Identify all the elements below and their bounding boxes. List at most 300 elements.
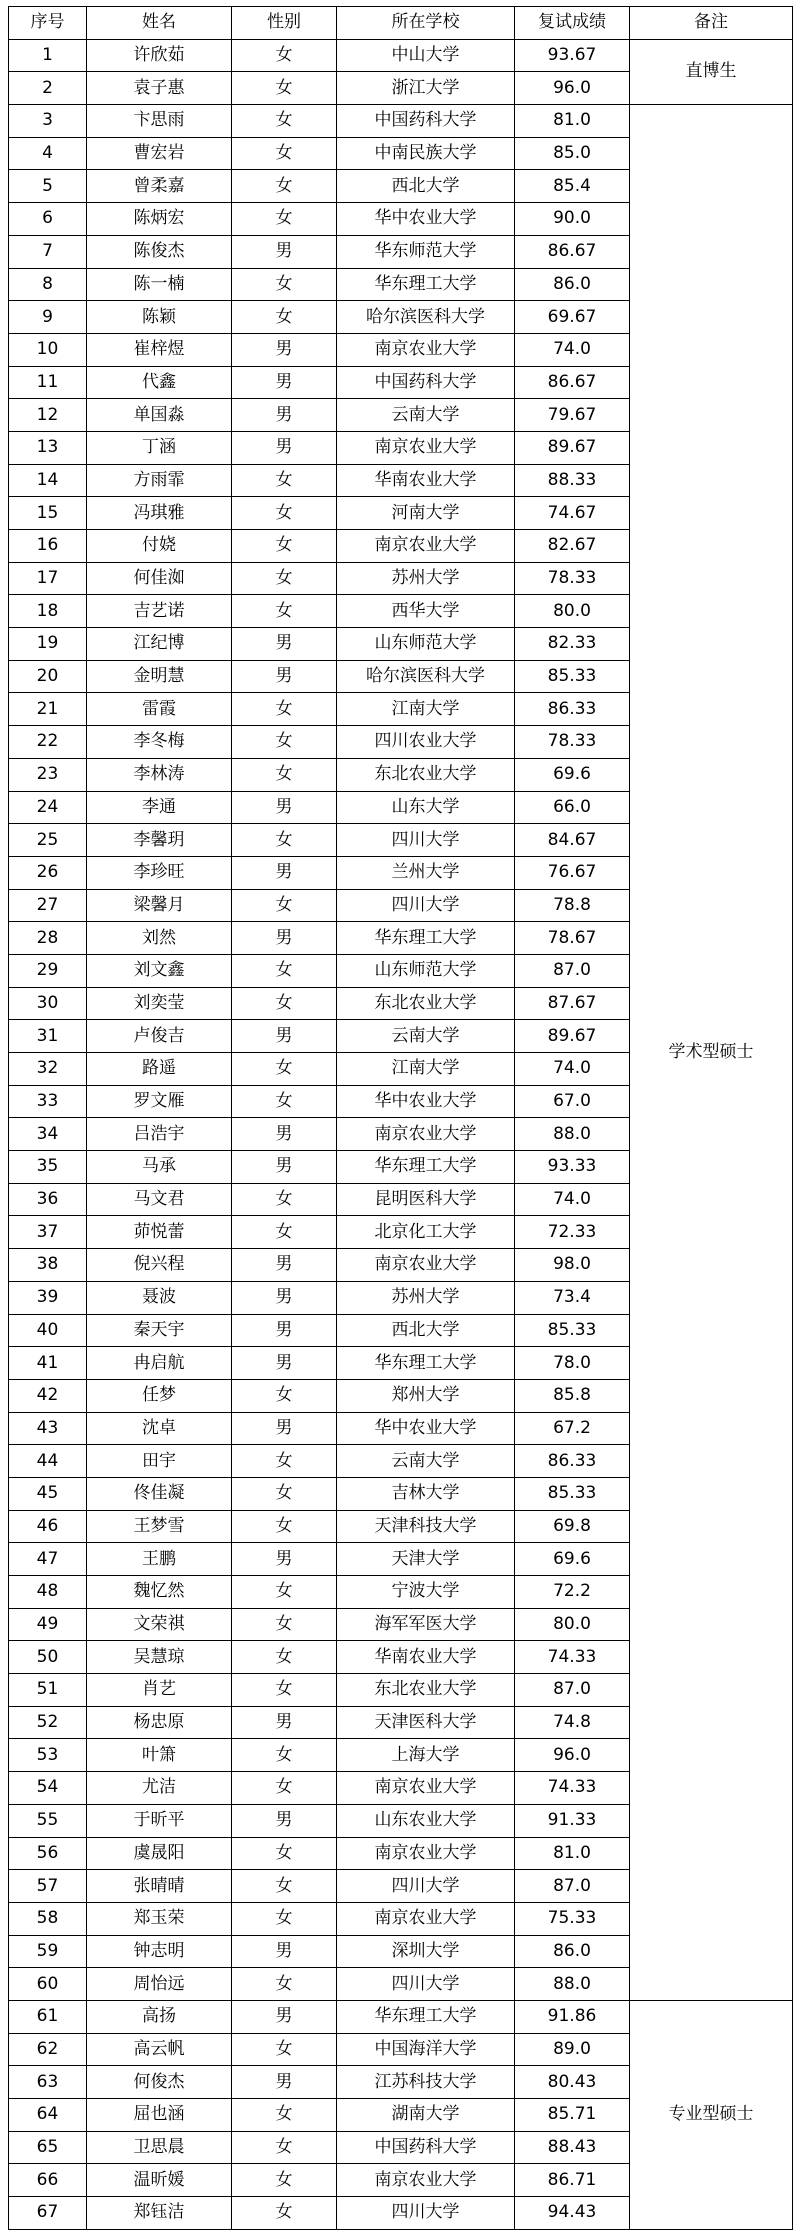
cell-index: 63 — [9, 2066, 87, 2099]
cell-index: 59 — [9, 1935, 87, 1968]
cell-name: 单国淼 — [87, 399, 232, 432]
cell-score: 67.0 — [515, 1085, 630, 1118]
cell-gender: 女 — [232, 464, 337, 497]
cell-gender: 男 — [232, 1543, 337, 1576]
cell-school: 华南农业大学 — [337, 464, 515, 497]
cell-score: 78.33 — [515, 726, 630, 759]
cell-name: 何俊杰 — [87, 2066, 232, 2099]
cell-school: 苏州大学 — [337, 1281, 515, 1314]
cell-score: 96.0 — [515, 72, 630, 105]
cell-score: 90.0 — [515, 203, 630, 236]
header-school: 所在学校 — [337, 7, 515, 40]
cell-index: 1 — [9, 39, 87, 72]
cell-gender: 女 — [232, 1216, 337, 1249]
cell-index: 50 — [9, 1641, 87, 1674]
cell-score: 91.86 — [515, 2000, 630, 2033]
cell-school: 哈尔滨医科大学 — [337, 660, 515, 693]
cell-index: 18 — [9, 595, 87, 628]
cell-score: 82.33 — [515, 628, 630, 661]
cell-index: 46 — [9, 1510, 87, 1543]
cell-index: 44 — [9, 1445, 87, 1478]
cell-index: 11 — [9, 366, 87, 399]
cell-score: 87.0 — [515, 1674, 630, 1707]
cell-school: 天津医科大学 — [337, 1706, 515, 1739]
cell-gender: 女 — [232, 2033, 337, 2066]
cell-name: 高云帆 — [87, 2033, 232, 2066]
cell-school: 中国药科大学 — [337, 2131, 515, 2164]
cell-gender: 女 — [232, 1968, 337, 2001]
cell-school: 华东理工大学 — [337, 1347, 515, 1380]
cell-school: 郑州大学 — [337, 1379, 515, 1412]
cell-index: 29 — [9, 954, 87, 987]
cell-name: 陈炳宏 — [87, 203, 232, 236]
cell-name: 路遥 — [87, 1053, 232, 1086]
cell-school: 南京农业大学 — [337, 1118, 515, 1151]
cell-name: 李珍旺 — [87, 856, 232, 889]
cell-index: 47 — [9, 1543, 87, 1576]
table-row — [9, 39, 793, 72]
cell-gender: 女 — [232, 1445, 337, 1478]
cell-school: 华中农业大学 — [337, 203, 515, 236]
cell-gender: 男 — [232, 628, 337, 661]
cell-score: 80.0 — [515, 595, 630, 628]
cell-index: 17 — [9, 562, 87, 595]
cell-gender: 男 — [232, 1347, 337, 1380]
cell-gender: 女 — [232, 1837, 337, 1870]
cell-school: 华中农业大学 — [337, 1412, 515, 1445]
cell-name: 任梦 — [87, 1379, 232, 1412]
cell-school: 华南农业大学 — [337, 1641, 515, 1674]
cell-index: 66 — [9, 2164, 87, 2197]
cell-school: 深圳大学 — [337, 1935, 515, 1968]
cell-score: 85.33 — [515, 1314, 630, 1347]
cell-index: 67 — [9, 2197, 87, 2230]
cell-score: 69.6 — [515, 758, 630, 791]
cell-name: 温昕媛 — [87, 2164, 232, 2197]
cell-index: 20 — [9, 660, 87, 693]
cell-index: 61 — [9, 2000, 87, 2033]
cell-school: 四川大学 — [337, 889, 515, 922]
cell-score: 86.33 — [515, 1445, 630, 1478]
cell-school: 四川大学 — [337, 824, 515, 857]
cell-score: 89.67 — [515, 1020, 630, 1053]
cell-name: 倪兴程 — [87, 1249, 232, 1282]
cell-school: 山东师范大学 — [337, 954, 515, 987]
cell-name: 于昕平 — [87, 1804, 232, 1837]
cell-name: 江纪博 — [87, 628, 232, 661]
cell-gender: 女 — [232, 2131, 337, 2164]
header-row — [9, 7, 793, 40]
cell-score: 85.71 — [515, 2099, 630, 2132]
cell-school: 华中农业大学 — [337, 1085, 515, 1118]
cell-school: 南京农业大学 — [337, 1837, 515, 1870]
cell-index: 64 — [9, 2099, 87, 2132]
cell-index: 9 — [9, 301, 87, 334]
cell-name: 尤洁 — [87, 1772, 232, 1805]
cell-score: 86.0 — [515, 1935, 630, 1968]
cell-school: 中国药科大学 — [337, 105, 515, 138]
cell-name: 沈卓 — [87, 1412, 232, 1445]
cell-index: 54 — [9, 1772, 87, 1805]
cell-school: 南京农业大学 — [337, 1249, 515, 1282]
cell-gender: 女 — [232, 987, 337, 1020]
cell-index: 43 — [9, 1412, 87, 1445]
cell-school: 南京农业大学 — [337, 431, 515, 464]
cell-index: 37 — [9, 1216, 87, 1249]
cell-gender: 男 — [232, 366, 337, 399]
cell-gender: 女 — [232, 530, 337, 563]
cell-index: 10 — [9, 333, 87, 366]
cell-gender: 女 — [232, 726, 337, 759]
cell-gender: 女 — [232, 1641, 337, 1674]
cell-score: 86.67 — [515, 235, 630, 268]
cell-name: 刘奕莹 — [87, 987, 232, 1020]
cell-name: 陈一楠 — [87, 268, 232, 301]
cell-school: 南京农业大学 — [337, 1772, 515, 1805]
cell-school: 云南大学 — [337, 399, 515, 432]
cell-gender: 女 — [232, 1674, 337, 1707]
cell-school: 四川农业大学 — [337, 726, 515, 759]
cell-index: 35 — [9, 1151, 87, 1184]
cell-school: 东北农业大学 — [337, 1674, 515, 1707]
cell-score: 89.0 — [515, 2033, 630, 2066]
cell-index: 8 — [9, 268, 87, 301]
cell-score: 85.0 — [515, 137, 630, 170]
cell-gender: 女 — [232, 2099, 337, 2132]
cell-index: 34 — [9, 1118, 87, 1151]
cell-name: 罗文雁 — [87, 1085, 232, 1118]
cell-index: 62 — [9, 2033, 87, 2066]
cell-gender: 女 — [232, 170, 337, 203]
cell-name: 李通 — [87, 791, 232, 824]
cell-index: 56 — [9, 1837, 87, 1870]
cell-school: 浙江大学 — [337, 72, 515, 105]
cell-score: 93.67 — [515, 39, 630, 72]
cell-score: 74.33 — [515, 1772, 630, 1805]
cell-name: 袁子惠 — [87, 72, 232, 105]
cell-score: 86.67 — [515, 366, 630, 399]
cell-gender: 男 — [232, 1314, 337, 1347]
cell-gender: 女 — [232, 1379, 337, 1412]
cell-school: 中国药科大学 — [337, 366, 515, 399]
cell-name: 卫思晨 — [87, 2131, 232, 2164]
cell-school: 兰州大学 — [337, 856, 515, 889]
cell-school: 华东理工大学 — [337, 2000, 515, 2033]
cell-gender: 女 — [232, 137, 337, 170]
cell-school: 海军军医大学 — [337, 1608, 515, 1641]
cell-name: 张晴晴 — [87, 1870, 232, 1903]
cell-name: 陈颖 — [87, 301, 232, 334]
cell-index: 55 — [9, 1804, 87, 1837]
cell-gender: 男 — [232, 1412, 337, 1445]
cell-school: 云南大学 — [337, 1445, 515, 1478]
cell-index: 39 — [9, 1281, 87, 1314]
cell-score: 74.67 — [515, 497, 630, 530]
cell-name: 崔梓煜 — [87, 333, 232, 366]
cell-name: 卢俊吉 — [87, 1020, 232, 1053]
cell-score: 69.6 — [515, 1543, 630, 1576]
cell-index: 12 — [9, 399, 87, 432]
cell-school: 苏州大学 — [337, 562, 515, 595]
cell-name: 佟佳凝 — [87, 1477, 232, 1510]
cell-school: 南京农业大学 — [337, 2164, 515, 2197]
cell-index: 2 — [9, 72, 87, 105]
cell-index: 48 — [9, 1576, 87, 1609]
cell-school: 四川大学 — [337, 1870, 515, 1903]
cell-score: 96.0 — [515, 1739, 630, 1772]
cell-score: 75.33 — [515, 1902, 630, 1935]
cell-index: 13 — [9, 431, 87, 464]
cell-name: 李林涛 — [87, 758, 232, 791]
cell-name: 吉艺诺 — [87, 595, 232, 628]
cell-index: 7 — [9, 235, 87, 268]
cell-score: 88.0 — [515, 1118, 630, 1151]
cell-name: 刘然 — [87, 922, 232, 955]
cell-school: 山东农业大学 — [337, 1804, 515, 1837]
cell-index: 24 — [9, 791, 87, 824]
cell-name: 秦天宇 — [87, 1314, 232, 1347]
cell-school: 华东理工大学 — [337, 268, 515, 301]
cell-gender: 女 — [232, 2197, 337, 2230]
cell-index: 19 — [9, 628, 87, 661]
cell-score: 78.0 — [515, 1347, 630, 1380]
cell-gender: 男 — [232, 1118, 337, 1151]
cell-name: 周怡远 — [87, 1968, 232, 2001]
cell-school: 南京农业大学 — [337, 530, 515, 563]
cell-score: 66.0 — [515, 791, 630, 824]
cell-score: 72.33 — [515, 1216, 630, 1249]
cell-name: 屈也涵 — [87, 2099, 232, 2132]
cell-index: 45 — [9, 1477, 87, 1510]
cell-name: 代鑫 — [87, 366, 232, 399]
cell-gender: 男 — [232, 1706, 337, 1739]
cell-gender: 女 — [232, 1772, 337, 1805]
cell-school: 南京农业大学 — [337, 1902, 515, 1935]
cell-name: 卞思雨 — [87, 105, 232, 138]
cell-school: 山东师范大学 — [337, 628, 515, 661]
cell-gender: 男 — [232, 399, 337, 432]
cell-index: 58 — [9, 1902, 87, 1935]
cell-name: 许欣茹 — [87, 39, 232, 72]
cell-name: 冉启航 — [87, 1347, 232, 1380]
header-score: 复试成绩 — [515, 7, 630, 40]
cell-name: 叶箫 — [87, 1739, 232, 1772]
cell-name: 文荣祺 — [87, 1608, 232, 1641]
cell-school: 西北大学 — [337, 170, 515, 203]
cell-name: 金明慧 — [87, 660, 232, 693]
cell-name: 杨忠原 — [87, 1706, 232, 1739]
cell-score: 69.8 — [515, 1510, 630, 1543]
cell-gender: 女 — [232, 693, 337, 726]
cell-gender: 男 — [232, 1804, 337, 1837]
header-remark: 备注 — [630, 7, 793, 40]
cell-name: 肖艺 — [87, 1674, 232, 1707]
cell-name: 吕浩宇 — [87, 1118, 232, 1151]
cell-remark: 学术型硕士 — [630, 105, 793, 2001]
table-row — [9, 105, 793, 138]
cell-index: 5 — [9, 170, 87, 203]
cell-index: 16 — [9, 530, 87, 563]
cell-score: 80.0 — [515, 1608, 630, 1641]
cell-name: 郑钰洁 — [87, 2197, 232, 2230]
cell-score: 74.8 — [515, 1706, 630, 1739]
cell-gender: 女 — [232, 1739, 337, 1772]
cell-score: 78.33 — [515, 562, 630, 595]
cell-score: 76.67 — [515, 856, 630, 889]
cell-gender: 男 — [232, 1151, 337, 1184]
cell-gender: 女 — [232, 2164, 337, 2197]
table-row — [9, 2000, 793, 2033]
cell-school: 吉林大学 — [337, 1477, 515, 1510]
cell-score: 81.0 — [515, 1837, 630, 1870]
cell-score: 72.2 — [515, 1576, 630, 1609]
cell-school: 天津科技大学 — [337, 1510, 515, 1543]
cell-score: 86.0 — [515, 268, 630, 301]
cell-remark: 直博生 — [630, 39, 793, 104]
cell-name: 钟志明 — [87, 1935, 232, 1968]
cell-index: 33 — [9, 1085, 87, 1118]
cell-name: 丁涵 — [87, 431, 232, 464]
cell-score: 78.8 — [515, 889, 630, 922]
header-name: 姓名 — [87, 7, 232, 40]
cell-score: 85.4 — [515, 170, 630, 203]
cell-school: 东北农业大学 — [337, 758, 515, 791]
cell-index: 28 — [9, 922, 87, 955]
results-table — [8, 6, 793, 2230]
cell-gender: 男 — [232, 922, 337, 955]
cell-name: 王鹏 — [87, 1543, 232, 1576]
cell-score: 89.67 — [515, 431, 630, 464]
cell-score: 73.4 — [515, 1281, 630, 1314]
cell-score: 86.71 — [515, 2164, 630, 2197]
cell-score: 67.2 — [515, 1412, 630, 1445]
cell-school: 中山大学 — [337, 39, 515, 72]
cell-name: 聂波 — [87, 1281, 232, 1314]
cell-name: 李冬梅 — [87, 726, 232, 759]
cell-index: 23 — [9, 758, 87, 791]
cell-name: 马文君 — [87, 1183, 232, 1216]
cell-gender: 女 — [232, 954, 337, 987]
cell-name: 梁馨月 — [87, 889, 232, 922]
cell-gender: 女 — [232, 1870, 337, 1903]
cell-remark: 专业型硕士 — [630, 2000, 793, 2229]
cell-gender: 男 — [232, 431, 337, 464]
cell-index: 30 — [9, 987, 87, 1020]
cell-index: 15 — [9, 497, 87, 530]
cell-index: 21 — [9, 693, 87, 726]
cell-school: 西北大学 — [337, 1314, 515, 1347]
cell-score: 88.33 — [515, 464, 630, 497]
cell-school: 江南大学 — [337, 1053, 515, 1086]
cell-score: 98.0 — [515, 1249, 630, 1282]
cell-score: 88.43 — [515, 2131, 630, 2164]
cell-index: 57 — [9, 1870, 87, 1903]
cell-gender: 女 — [232, 72, 337, 105]
cell-index: 38 — [9, 1249, 87, 1282]
cell-school: 中国海洋大学 — [337, 2033, 515, 2066]
cell-school: 山东大学 — [337, 791, 515, 824]
cell-gender: 女 — [232, 203, 337, 236]
cell-name: 高扬 — [87, 2000, 232, 2033]
cell-gender: 男 — [232, 1249, 337, 1282]
cell-gender: 女 — [232, 268, 337, 301]
cell-gender: 女 — [232, 105, 337, 138]
cell-gender: 女 — [232, 1477, 337, 1510]
cell-name: 曹宏岩 — [87, 137, 232, 170]
cell-school: 哈尔滨医科大学 — [337, 301, 515, 334]
cell-name: 方雨霏 — [87, 464, 232, 497]
cell-score: 74.0 — [515, 333, 630, 366]
cell-gender: 女 — [232, 1902, 337, 1935]
cell-school: 北京化工大学 — [337, 1216, 515, 1249]
cell-score: 74.0 — [515, 1053, 630, 1086]
cell-gender: 男 — [232, 1281, 337, 1314]
cell-name: 雷霞 — [87, 693, 232, 726]
cell-index: 36 — [9, 1183, 87, 1216]
cell-name: 郑玉荣 — [87, 1902, 232, 1935]
cell-index: 4 — [9, 137, 87, 170]
cell-school: 中南民族大学 — [337, 137, 515, 170]
cell-gender: 女 — [232, 595, 337, 628]
cell-gender: 女 — [232, 562, 337, 595]
cell-name: 虞晟阳 — [87, 1837, 232, 1870]
cell-score: 69.67 — [515, 301, 630, 334]
cell-school: 上海大学 — [337, 1739, 515, 1772]
cell-gender: 女 — [232, 39, 337, 72]
cell-score: 94.43 — [515, 2197, 630, 2230]
cell-gender: 男 — [232, 2000, 337, 2033]
cell-name: 何佳洳 — [87, 562, 232, 595]
cell-gender: 男 — [232, 235, 337, 268]
cell-gender: 女 — [232, 497, 337, 530]
header-gender: 性别 — [232, 7, 337, 40]
cell-gender: 男 — [232, 1020, 337, 1053]
cell-school: 江南大学 — [337, 693, 515, 726]
cell-gender: 女 — [232, 1576, 337, 1609]
cell-school: 天津大学 — [337, 1543, 515, 1576]
cell-index: 22 — [9, 726, 87, 759]
cell-gender: 男 — [232, 2066, 337, 2099]
cell-score: 86.33 — [515, 693, 630, 726]
cell-gender: 女 — [232, 758, 337, 791]
cell-index: 49 — [9, 1608, 87, 1641]
cell-name: 曾柔嘉 — [87, 170, 232, 203]
cell-school: 河南大学 — [337, 497, 515, 530]
cell-school: 宁波大学 — [337, 1576, 515, 1609]
cell-score: 87.67 — [515, 987, 630, 1020]
cell-school: 江苏科技大学 — [337, 2066, 515, 2099]
cell-name: 田宇 — [87, 1445, 232, 1478]
cell-name: 魏忆然 — [87, 1576, 232, 1609]
cell-school: 华东理工大学 — [337, 1151, 515, 1184]
cell-score: 74.0 — [515, 1183, 630, 1216]
cell-index: 65 — [9, 2131, 87, 2164]
cell-school: 华东理工大学 — [337, 922, 515, 955]
cell-score: 79.67 — [515, 399, 630, 432]
header-index: 序号 — [9, 7, 87, 40]
cell-name: 吴慧琼 — [87, 1641, 232, 1674]
cell-school: 湖南大学 — [337, 2099, 515, 2132]
cell-index: 52 — [9, 1706, 87, 1739]
cell-index: 27 — [9, 889, 87, 922]
cell-school: 华东师范大学 — [337, 235, 515, 268]
cell-name: 刘文鑫 — [87, 954, 232, 987]
cell-score: 80.43 — [515, 2066, 630, 2099]
cell-index: 31 — [9, 1020, 87, 1053]
cell-gender: 女 — [232, 889, 337, 922]
table-body — [9, 39, 793, 2229]
cell-index: 25 — [9, 824, 87, 857]
